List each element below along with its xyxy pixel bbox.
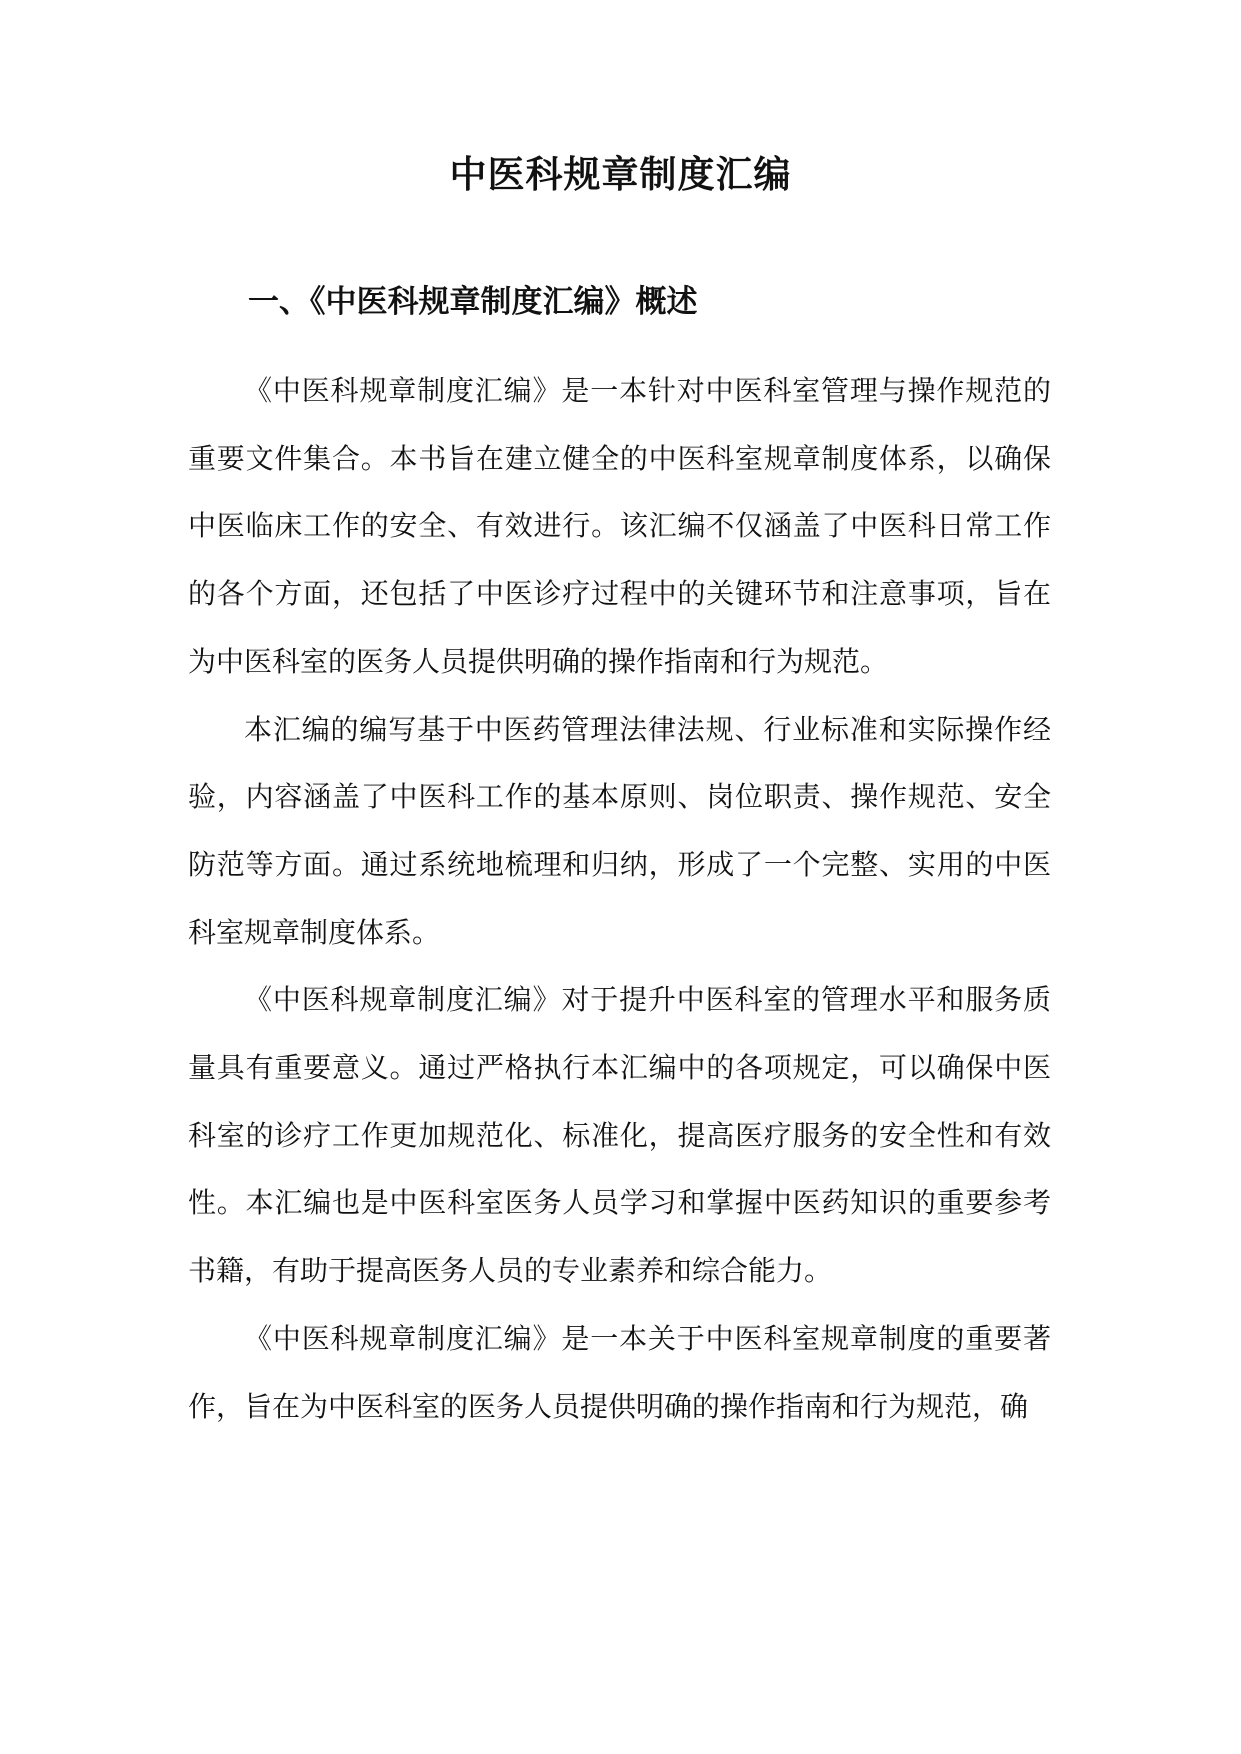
- section-heading: 一、《中医科规章制度汇编》概述: [248, 284, 698, 320]
- body-text: [188, 357, 1051, 1440]
- paragraph: 《中医科规章制度汇编》对于提升中医科室的管理水平和服务质量具有重要意义。通过严格执行本汇编中的各项规定，可以确保中医科室的诊疗工作更加规范化、标准化，提高医疗服务的安全性和有效性。本汇编也是中医科室医务人员学习和掌握中医药知识的重要参考书籍，有助于提高医务人员的专业素养和综合能力。: [188, 983, 1051, 1288]
- paragraph: 《中医科规章制度汇编》是一本关于中医科室规章制度的重要著作，旨在为中医科室的医务人员提供明确的操作指南和行为规范，确: [188, 1321, 1051, 1423]
- paragraph: 本汇编的编写基于中医药管理法律法规、行业标准和实际操作经验，内容涵盖了中医科工作的基本原则、岗位职责、操作规范、安全防范等方面。通过系统地梳理和归纳，形成了一个完整、实用的中医科室规章制度体系。: [188, 712, 1051, 949]
- paragraph: 《中医科规章制度汇编》是一本针对中医科室管理与操作规范的重要文件集合。本书旨在建立健全的中医科室规章制度体系，以确保中医临床工作的安全、有效进行。该汇编不仅涵盖了中医科日常工作的各个方面，还包括了中医诊疗过程中的关键环节和注意事项，旨在为中医科室的医务人员提供明确的操作指南和行为规范。: [188, 374, 1051, 678]
- document-title: 中医科规章制度汇编: [449, 153, 792, 196]
